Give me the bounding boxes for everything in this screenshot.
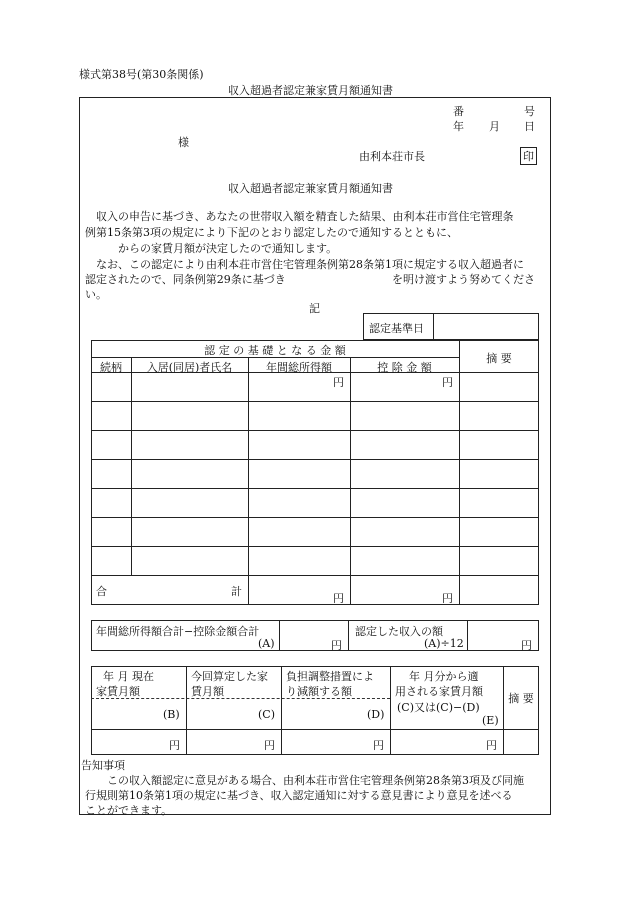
- yen-d: 円: [373, 739, 384, 752]
- col-income-header: 年間総所得額: [266, 361, 332, 374]
- total-yen-deduction: 円: [442, 592, 453, 605]
- mark-b: (B): [163, 708, 180, 721]
- col-e-line2: 用される家賃月額: [395, 685, 483, 698]
- mark-d: (D): [367, 708, 385, 721]
- col-deduction-header: 控 除 金 額: [377, 361, 432, 374]
- body-1-line3: からの家賃月額が決定したので通知します。: [118, 242, 338, 255]
- summary-label-cert: 認定した収入の額: [355, 625, 443, 638]
- date-day: 日: [524, 120, 535, 133]
- summary-yen-a: 円: [331, 639, 342, 652]
- col-relation-header: 続柄: [100, 361, 122, 374]
- total-label-left: 合: [96, 585, 107, 598]
- body-2-line3: い。: [85, 288, 107, 301]
- date-year: 年: [453, 120, 464, 133]
- yen-unit-deduction: 円: [442, 376, 453, 389]
- notice-heading: 告知事項: [81, 759, 125, 772]
- mark-c: (C): [258, 708, 275, 721]
- body-1-line1: 収入の申告に基づき、あなたの世帯収入額を精査した結果、由利本荘市営住宅管理条: [96, 210, 514, 223]
- body-2-line2b: を明け渡すよう努めてくださ: [392, 273, 535, 286]
- recipient-suffix: 様: [178, 136, 189, 149]
- yen-e: 円: [486, 739, 497, 752]
- rent-remarks-header: 摘 要: [508, 692, 534, 705]
- form-number: 様式第38号(第30条関係): [79, 68, 204, 81]
- col-name-header: 入居(同居)者氏名: [146, 361, 233, 374]
- notice-line3: ことができます。: [85, 804, 173, 817]
- col-c-line1: 今回算定した家: [191, 670, 268, 683]
- number-label-go: 号: [524, 105, 535, 118]
- col-b-line2: 家賃月額: [96, 685, 140, 698]
- notice-title: 収入超過者認定兼家賃月額通知書: [228, 182, 393, 195]
- summary-formula: (A)÷12: [424, 637, 464, 650]
- notice-line2: 行規則第10条第1項の規定に基づき、収入認定通知に対する意見書により意見を述べる: [85, 789, 513, 802]
- total-label-right: 計: [231, 585, 242, 598]
- summary-label-a: 年間総所得額合計−控除金額合計: [96, 625, 260, 638]
- date-month: 月: [489, 120, 500, 133]
- table1-group-header: 認 定 の 基 礎 と な る 金 額: [204, 344, 346, 357]
- number-label-ban: 番: [453, 105, 464, 118]
- yen-b: 円: [169, 739, 180, 752]
- col-c-line2: 賃月額: [191, 685, 224, 698]
- body-2-line1: なお、この認定により由利本荘市営住宅管理条例第28条第1項に規定する収入超過者に: [96, 258, 524, 271]
- col-d-line2: り減額する額: [286, 685, 352, 698]
- col-remarks-header: 摘 要: [486, 352, 512, 365]
- mark-e: (E): [482, 714, 499, 727]
- form-title: 収入超過者認定兼家賃月額通知書: [228, 84, 393, 97]
- body-2-line2a: 認定されたので、同条例第29条に基づき: [85, 273, 286, 286]
- body-1-line2: 例第15条第3項の規定により下記のとおり認定したので通知するとともに、: [85, 226, 458, 239]
- notice-line1: この収入額認定に意見がある場合、由利本荘市営住宅管理条例第28条第3項及び同施: [107, 774, 524, 787]
- cert-date-label: 認定基準日: [369, 322, 424, 335]
- summary-yen-cert: 円: [521, 639, 532, 652]
- issuer: 由利本荘市長: [359, 150, 425, 163]
- col-b-line1: 年 月 現在: [103, 670, 154, 683]
- col-d-line1: 負担調整措置によ: [286, 670, 374, 683]
- cert-date-input[interactable]: [436, 314, 537, 339]
- col-e-formula: (C)又は(C)−(D): [397, 701, 480, 714]
- seal-mark: 印: [520, 147, 537, 165]
- col-e-line1: 年 月分から適: [409, 670, 479, 683]
- yen-unit-income: 円: [333, 376, 344, 389]
- income-table: [91, 340, 539, 605]
- total-yen-income: 円: [333, 592, 344, 605]
- yen-c: 円: [264, 739, 275, 752]
- ki-label: 記: [309, 302, 320, 315]
- summary-mark-a: (A): [258, 637, 275, 650]
